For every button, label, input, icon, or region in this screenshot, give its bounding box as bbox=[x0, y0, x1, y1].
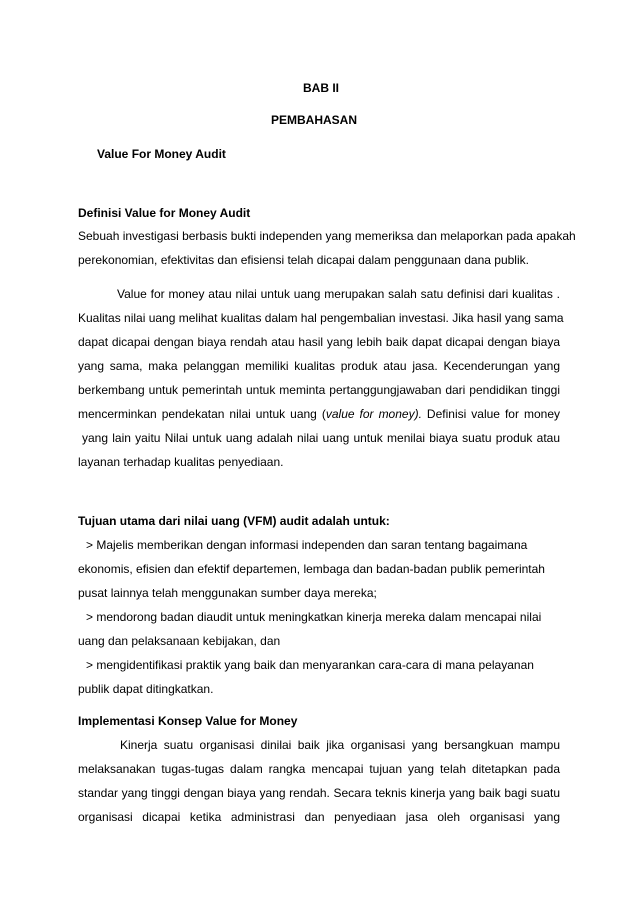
paragraph-line-7: yang lain yaitu Nilai untuk uang adalah nilai uang untuk menilai biaya suatu produk atau bbox=[82, 431, 560, 445]
bullet-3-line-1: > mengidentifikasi praktik yang baik dan menyarankan cara-cara di mana pelayanan bbox=[86, 658, 534, 672]
paragraph-line-8: layanan terhadap kualitas penyediaan. bbox=[78, 455, 284, 469]
paragraph-line-6-end: Definisi value for money bbox=[421, 407, 561, 421]
implementation-line-1: Kinerja suatu organisasi dinilai baik jika organisasi yang bersangkuan mampu bbox=[120, 738, 560, 752]
paragraph-line-6 bbox=[78, 406, 560, 422]
paragraph-line-1: Value for money atau nilai untuk uang merupakan salah satu definisi dari kualitas . bbox=[117, 287, 560, 301]
implementation-line-4: organisasi dicapai ketika administrasi dan penyediaan jasa oleh organisasi yang bbox=[78, 810, 560, 824]
bullet-1-line-3: pusat lainnya telah menggunakan sumber daya mereka; bbox=[78, 586, 377, 600]
paragraph-line-6-italic: value for money). bbox=[325, 407, 422, 421]
paragraph-line-3: dapat dicapai dengan biaya rendah atau hasil yang lebih baik dapat dicapai dengan biaya bbox=[78, 335, 560, 349]
section-heading-objectives: Tujuan utama dari nilai uang (VFM) audit adalah untuk: bbox=[78, 514, 390, 528]
bullet-2-line-1: > mendorong badan diaudit untuk meningkatkan kinerja mereka dalam mencapai nilai bbox=[86, 610, 542, 624]
bullet-3-line-2: publik dapat ditingkatkan. bbox=[78, 682, 214, 696]
section-heading-implementation: Implementasi Konsep Value for Money bbox=[78, 714, 298, 728]
paragraph-line-2: Kualitas nilai uang melihat kualitas dalam hal pengembalian investasi. Jika hasil yang sama bbox=[78, 311, 564, 325]
paragraph-line-5: berkembang untuk pemerintah untuk meminta pertanggungjawaban dari pendidikan tinggi bbox=[78, 383, 560, 397]
definition-line-1: Sebuah investigasi berbasis bukti independen yang memeriksa dan melaporkan pada apakah bbox=[78, 229, 576, 243]
implementation-line-3: standar yang tinggi dengan biaya yang rendah. Secara teknis kinerja yang baik bagi suatu bbox=[78, 786, 560, 800]
bullet-1-line-2: ekonomis, efisien dan efektif departemen, lembaga dan badan-badan publik pemerintah bbox=[78, 562, 545, 576]
document-subtitle: Value For Money Audit bbox=[97, 147, 226, 161]
bullet-1-line-1: > Majelis memberikan dengan informasi independen dan saran tentang bagaimana bbox=[86, 538, 528, 552]
section-heading-definition: Definisi Value for Money Audit bbox=[78, 206, 251, 220]
bullet-2-line-2: uang dan pelaksanaan kebijakan, dan bbox=[78, 634, 281, 648]
paragraph-line-4: yang sama, maka pelanggan memiliki kualitas produk atau jasa. Kecenderungan yang bbox=[78, 359, 560, 373]
paragraph-line-6-start: mencerminkan pendekatan nilai untuk uang ( bbox=[78, 407, 326, 421]
definition-line-2: perekonomian, efektivitas dan efisiensi telah dicapai dalam penggunaan dana publik. bbox=[78, 253, 529, 267]
chapter-number: BAB II bbox=[303, 81, 339, 95]
implementation-line-2: melaksanakan tugas-tugas dalam rangka mencapai tujuan yang telah ditetapkan pada bbox=[78, 762, 560, 776]
chapter-title: PEMBAHASAN bbox=[271, 113, 358, 127]
